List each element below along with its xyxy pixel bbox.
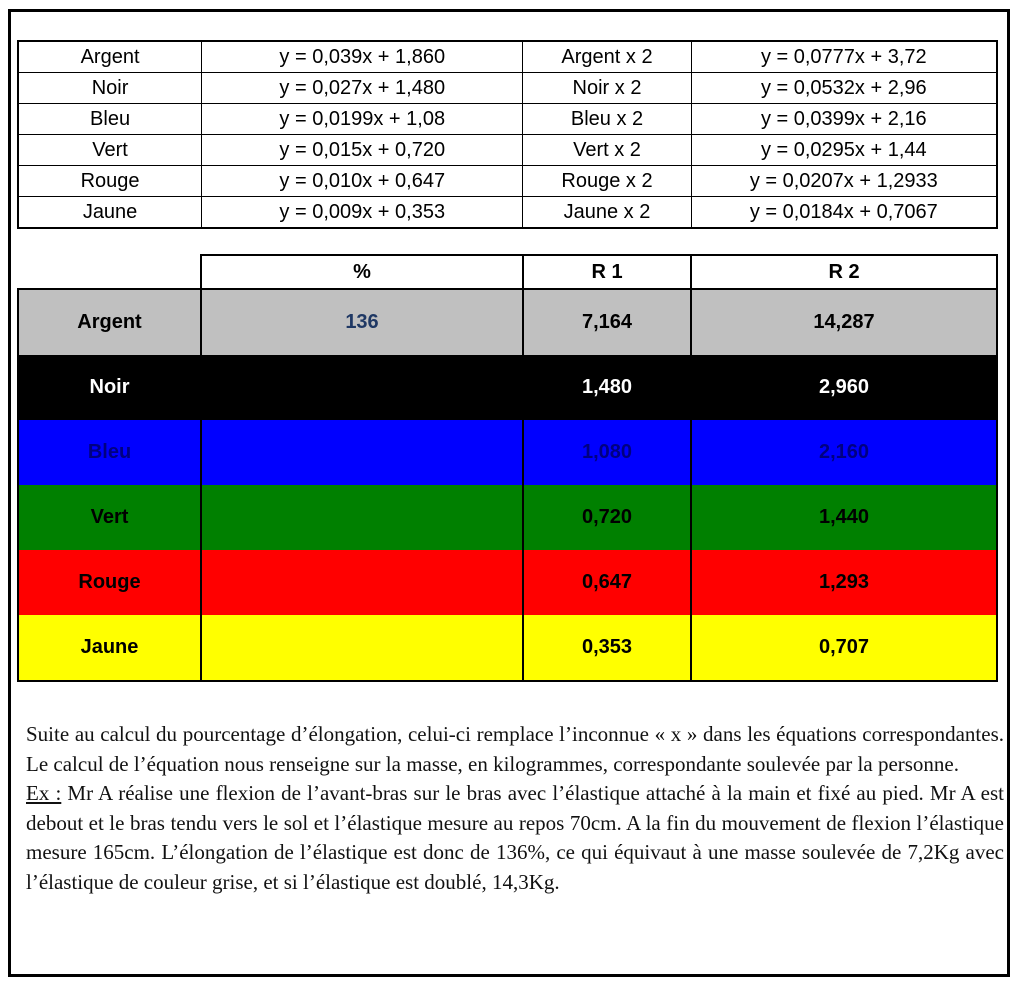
color-name: Rouge [18, 166, 202, 197]
header-r1: R 1 [523, 255, 691, 289]
equation-double: y = 0,0777x + 3,72 [691, 41, 997, 73]
table-row [18, 104, 997, 135]
header-row [18, 255, 997, 289]
equation-double: y = 0,0532x + 2,96 [691, 73, 997, 104]
equations-table [17, 40, 998, 229]
r1-cell: 0,353 [523, 615, 691, 681]
example-label: Ex : [26, 781, 62, 805]
table-row [18, 166, 997, 197]
r1-cell: 7,164 [523, 289, 691, 355]
color-name: Jaune [18, 615, 201, 681]
color-name: Vert [18, 135, 202, 166]
color-name: Jaune [18, 197, 202, 229]
table-row [18, 550, 997, 615]
percent-cell: 136 [201, 289, 523, 355]
percent-cell [201, 420, 523, 485]
explanation-text [26, 720, 1004, 897]
color-name: Noir [18, 73, 202, 104]
color-name-double: Rouge x 2 [523, 166, 691, 197]
color-name-double: Noir x 2 [523, 73, 691, 104]
r2-cell: 2,960 [691, 355, 997, 420]
intro-paragraph: Suite au calcul du pourcentage d’élongation, celui-ci remplace l’inconnue « x » dans les équations correspondantes. Le calcul de l’équation nous renseigne sur la masse, en kilogrammes, correspondante soulevée par la personne. [26, 722, 1004, 776]
example-paragraph [26, 779, 1004, 897]
header-r2: R 2 [691, 255, 997, 289]
results-table [17, 254, 998, 682]
table-row [18, 420, 997, 485]
color-name-double: Jaune x 2 [523, 197, 691, 229]
table-row [18, 485, 997, 550]
r2-cell: 2,160 [691, 420, 997, 485]
table-row [18, 135, 997, 166]
table-row [18, 73, 997, 104]
r2-cell: 14,287 [691, 289, 997, 355]
table-row [18, 41, 997, 73]
color-name: Argent [18, 289, 201, 355]
equation: y = 0,010x + 0,647 [202, 166, 523, 197]
color-name: Bleu [18, 104, 202, 135]
color-name: Vert [18, 485, 201, 550]
r2-cell: 1,293 [691, 550, 997, 615]
table-row [18, 355, 997, 420]
header-blank [18, 255, 201, 289]
r1-cell: 1,080 [523, 420, 691, 485]
example-text: Mr A réalise une flexion de l’avant-bras sur le bras avec l’élastique attaché à la main et fixé au pied. Mr A est debout et le bras tendu vers le sol et l’élastique mesure au repos 70cm. A la fin du mouvement de flexion l’élastique mesure 165cm. L’élongation de l’élastique est donc de 136%, ce qui équivaut à une masse soulevée de 7,2Kg avec l’élastique de couleur grise, et si l’élastique est doublé, 14,3Kg. [26, 781, 1004, 894]
percent-cell [201, 615, 523, 681]
equation-double: y = 0,0207x + 1,2933 [691, 166, 997, 197]
color-name: Noir [18, 355, 201, 420]
equation: y = 0,027x + 1,480 [202, 73, 523, 104]
r2-cell: 1,440 [691, 485, 997, 550]
r1-cell: 1,480 [523, 355, 691, 420]
table-row [18, 289, 997, 355]
table-row [18, 197, 997, 229]
equation: y = 0,015x + 0,720 [202, 135, 523, 166]
color-name-double: Argent x 2 [523, 41, 691, 73]
equation: y = 0,0199x + 1,08 [202, 104, 523, 135]
equation-double: y = 0,0184x + 0,7067 [691, 197, 997, 229]
color-name: Rouge [18, 550, 201, 615]
equation-double: y = 0,0295x + 1,44 [691, 135, 997, 166]
equation: y = 0,009x + 0,353 [202, 197, 523, 229]
color-name-double: Vert x 2 [523, 135, 691, 166]
r1-cell: 0,720 [523, 485, 691, 550]
r2-cell: 0,707 [691, 615, 997, 681]
equation: y = 0,039x + 1,860 [202, 41, 523, 73]
header-percent: % [201, 255, 523, 289]
equation-double: y = 0,0399x + 2,16 [691, 104, 997, 135]
r1-cell: 0,647 [523, 550, 691, 615]
percent-cell [201, 550, 523, 615]
percent-cell [201, 485, 523, 550]
table-row [18, 615, 997, 681]
percent-cell [201, 355, 523, 420]
color-name-double: Bleu x 2 [523, 104, 691, 135]
color-name: Bleu [18, 420, 201, 485]
color-name: Argent [18, 41, 202, 73]
